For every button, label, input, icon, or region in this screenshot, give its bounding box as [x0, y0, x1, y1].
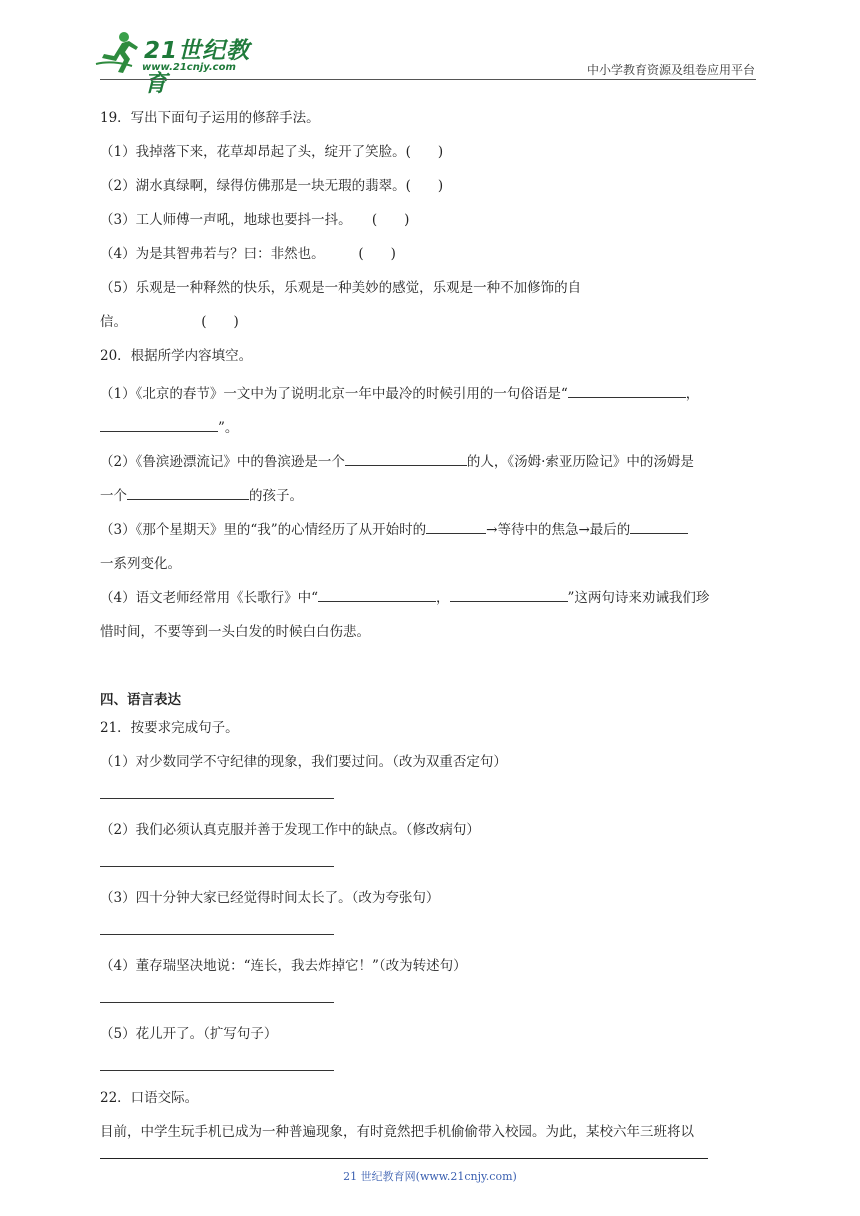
q22-text: 目前，中学生玩手机已成为一种普遍现象，有时竟然把手机偷偷带入校园。为此，某校六年三班将以 — [100, 1124, 694, 1140]
runner-icon — [92, 30, 142, 76]
answer-blank[interactable] — [100, 419, 218, 432]
answer-blank[interactable] — [568, 385, 686, 398]
answer-line[interactable] — [100, 1070, 334, 1071]
q20-text: ”。 — [218, 420, 239, 436]
q20-line-5 — [100, 518, 688, 538]
q20-text: ， — [436, 590, 450, 606]
q20-line-6: 一系列变化。 — [100, 556, 181, 572]
q20-text: （3）《那个星期天》里的“我”的心情经历了从开始时的 — [100, 522, 427, 538]
answer-line[interactable] — [100, 866, 334, 867]
q20-line-2 — [100, 416, 238, 436]
platform-name: 中小学教育资源及组卷应用平台 — [586, 63, 755, 77]
question-19-title: 19．写出下面句子运用的修辞手法。 — [100, 110, 320, 126]
answer-line[interactable] — [100, 934, 334, 935]
header-divider — [100, 79, 756, 80]
q20-line-3 — [100, 450, 694, 470]
q19-item-2: （2）湖水真绿啊，绿得仿佛那是一块无瑕的翡翠。( ) — [100, 178, 444, 194]
q21-item-1: （1）对少数同学不守纪律的现象，我们要过问。（改为双重否定句） — [100, 754, 507, 770]
q20-line-7 — [100, 586, 709, 606]
footer-text[interactable]: 21 世纪教育网(www.21cnjy.com) — [343, 1170, 517, 1183]
answer-blank[interactable] — [345, 453, 467, 466]
answer-line[interactable] — [100, 798, 334, 799]
site-logo[interactable] — [92, 30, 262, 97]
answer-blank[interactable] — [127, 487, 249, 500]
logo-text: 21世纪教育 — [144, 38, 251, 97]
q21-item-2: （2）我们必须认真克服并善于发现工作中的缺点。（修改病句） — [100, 822, 480, 838]
q21-item-3: （3）四十分钟大家已经觉得时间太长了。（改为夸张句） — [100, 890, 440, 906]
q19-item-3: （3）工人师傅一声吼，地球也要抖一抖。 ( ) — [100, 212, 410, 228]
q19-item-5-cont: 信。 ( ) — [100, 314, 239, 330]
q20-text: （1）《北京的春节》一文中为了说明北京一年中最冷的时候引用的一句俗语是“ — [100, 386, 568, 402]
section-title: 四、语言表达 — [100, 692, 181, 708]
logo-url: www.21cnjy.com — [142, 62, 236, 73]
q20-line-8: 惜时间，不要等到一头白发的时候白白伤悲。 — [100, 624, 370, 640]
question-22-title: 22．口语交际。 — [100, 1090, 199, 1106]
q20-text: 的孩子。 — [249, 488, 303, 504]
answer-blank[interactable] — [630, 521, 688, 534]
footer-divider — [100, 1158, 708, 1159]
q19-item-5: （5）乐观是一种释然的快乐，乐观是一种美妙的感觉，乐观是一种不加修饰的自 — [100, 280, 582, 296]
q20-line-1 — [100, 382, 699, 402]
q20-text: ”这两句诗来劝诫我们珍 — [567, 590, 710, 606]
q19-item-1: （1）我掉落下来，花草却昂起了头，绽开了笑脸。( ) — [100, 144, 444, 160]
question-21-title: 21．按要求完成句子。 — [100, 720, 239, 736]
q20-text: （2）《鲁滨逊漂流记》中的鲁滨逊是一个 — [100, 454, 345, 470]
q20-text: 一个 — [100, 488, 127, 504]
q19-item-4: （4）为是其智弗若与？曰：非然也。 ( ) — [100, 246, 396, 262]
q20-line-4 — [100, 484, 303, 504]
q20-text: （4）语文老师经常用《长歌行》中“ — [100, 590, 318, 606]
answer-blank[interactable] — [450, 589, 568, 602]
q20-text: →等待中的焦急→最后的 — [486, 522, 631, 538]
answer-blank[interactable] — [426, 521, 486, 534]
answer-line[interactable] — [100, 1002, 334, 1003]
q21-item-5: （5）花儿开了。（扩写句子） — [100, 1026, 278, 1042]
page-header — [0, 0, 860, 97]
answer-blank[interactable] — [318, 589, 436, 602]
q20-text: ， — [685, 386, 700, 402]
q20-text: 的人，《汤姆·索亚历险记》中的汤姆是 — [466, 454, 694, 470]
q21-item-4: （4）董存瑞坚决地说：“连长，我去炸掉它！”（改为转述句） — [100, 958, 467, 974]
question-20-title: 20．根据所学内容填空。 — [100, 348, 253, 364]
